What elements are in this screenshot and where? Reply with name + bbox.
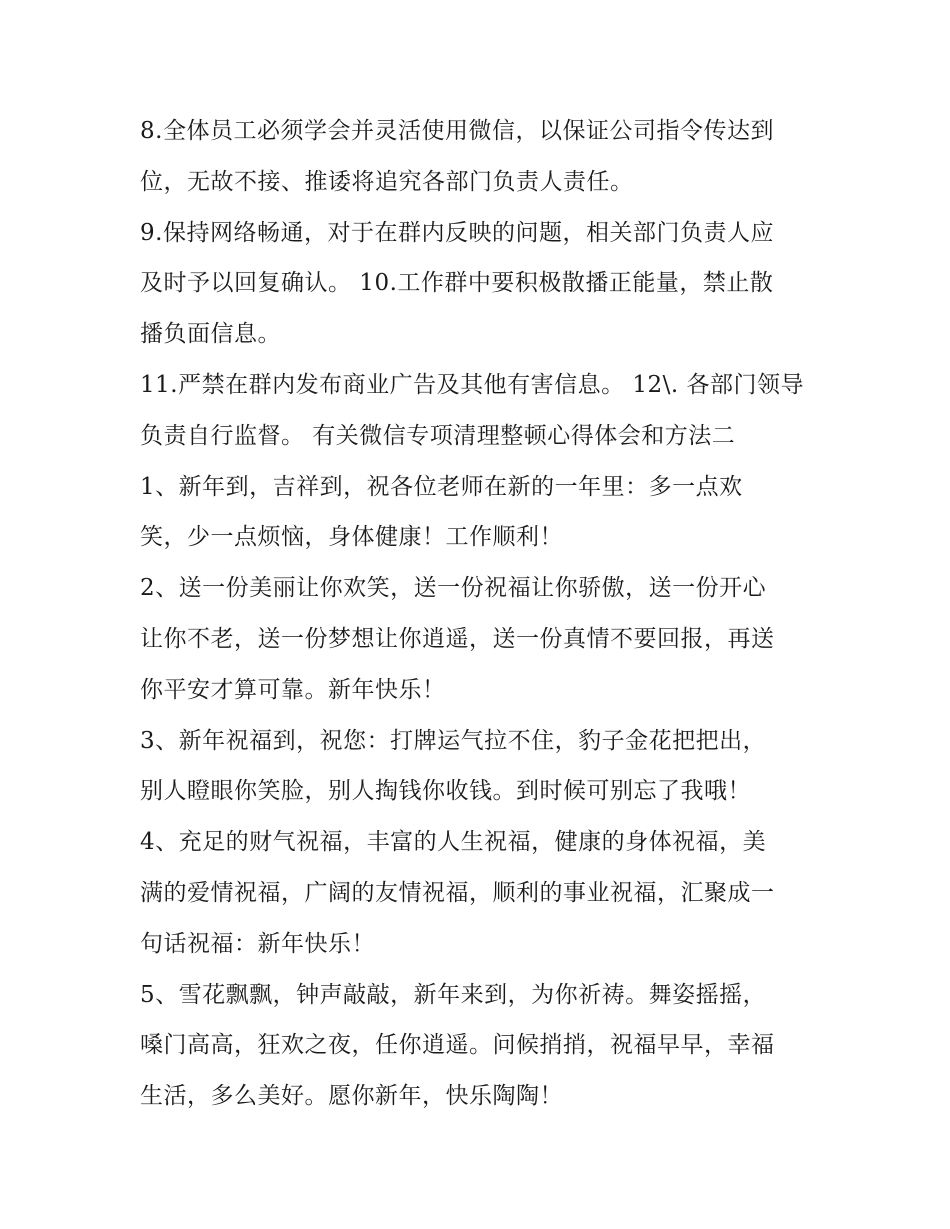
- text-line: 生活，多么美好。愿你新年，快乐陶陶！: [140, 1083, 563, 1110]
- text-line: 满的爱情祝福，广阔的友情祝福，顺利的事业祝福，汇聚成一: [140, 879, 775, 906]
- text-line: 及时予以回复确认。 10.工作群中要积极散播正能量，禁止散: [140, 270, 774, 297]
- text-line: 3、新年祝福到，祝您：打牌运气拉不住，豹子金花把把出，: [140, 727, 767, 754]
- text-line: 笑，少一点烦恼，身体健康！工作顺利！: [140, 524, 563, 551]
- text-line: 让你不老，送一份梦想让你逍遥，送一份真情不要回报，再送: [140, 625, 775, 652]
- text-line: 9.保持网络畅通，对于在群内反映的问题，相关部门负责人应: [140, 219, 774, 246]
- text-line: 1、新年到，吉祥到，祝各位老师在新的一年里：多一点欢: [140, 473, 743, 500]
- text-line: 4、充足的财气祝福，丰富的人生祝福，健康的身体祝福，美: [140, 829, 767, 856]
- text-line: 11.严禁在群内发布商业广告及其他有害信息。 12\. 各部门领导: [140, 371, 805, 398]
- text-line: 负责自行监督。 有关微信专项清理整顿心得体会和方法二: [140, 422, 736, 449]
- text-line: 5、雪花飘飘，钟声敲敲，新年来到，为你祈祷。舞姿摇摇，: [140, 981, 767, 1008]
- text-line: 2、送一份美丽让你欢笑，送一份祝福让你骄傲，送一份开心: [140, 575, 767, 602]
- text-line: 嗓门高高，狂欢之夜，任你逍遥。问候捎捎，祝福早早，幸福: [140, 1032, 775, 1059]
- text-line: 你平安才算可靠。新年快乐！: [140, 676, 446, 703]
- document-body: [140, 106, 830, 1122]
- text-line: 位，无故不接、推诿将追究各部门负责人责任。: [140, 168, 634, 195]
- text-line: 别人瞪眼你笑脸，别人掏钱你收钱。到时候可别忘了我哦！: [140, 778, 751, 805]
- text-line: 8.全体员工必须学会并灵活使用微信，以保证公司指令传达到: [140, 118, 774, 144]
- text-line: 句话祝福：新年快乐！: [140, 930, 375, 957]
- text-line: 播负面信息。: [140, 321, 281, 348]
